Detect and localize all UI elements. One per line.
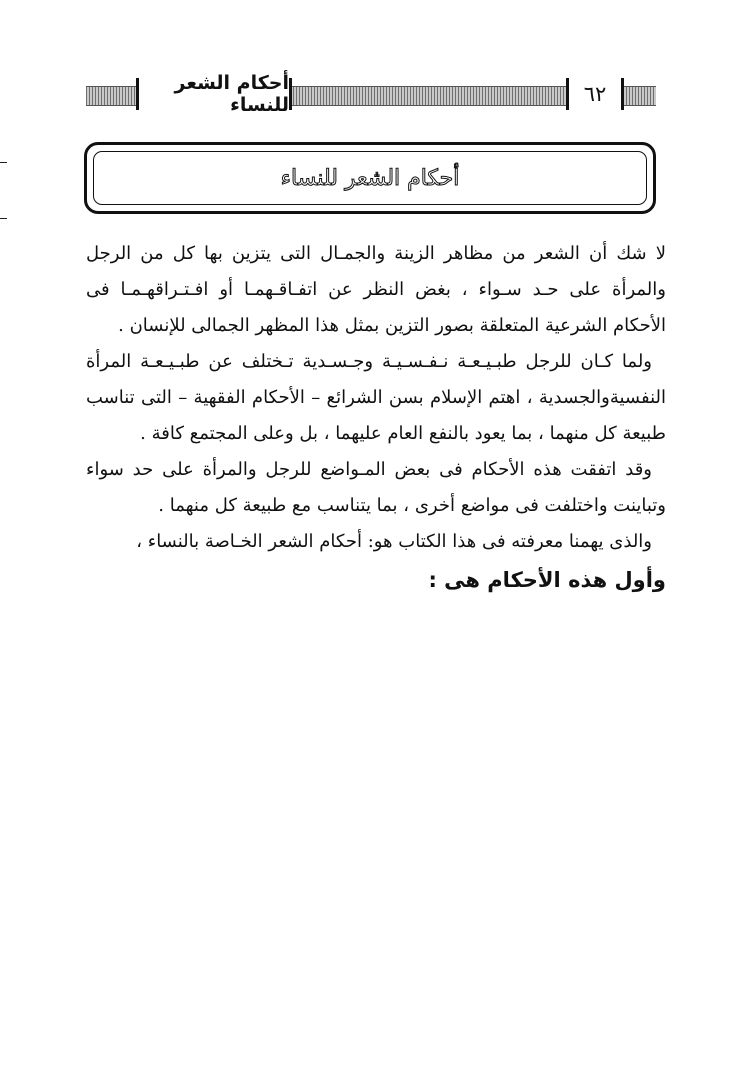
chapter-title-frame: [84, 142, 656, 214]
page-number: ٦٢: [566, 78, 624, 110]
running-header-title: أحكام الشعر للنساء: [136, 78, 292, 110]
margin-mark: [0, 162, 7, 163]
paragraph: لا شك أن الشعر من مظاهر الزينة والجمـال التى يتزين بها كل من الرجل والمرأة على حـد سـواء ، بغض النظر عن اتفـاقـهمـا أو افـتـراقهـمـا فى الأحكام الشرعية المتعلقة بصور التزين بمثل هذا المظهر الجمالى للإنسان .: [86, 243, 666, 336]
closing-line: وأول هذه الأحكام هى :: [428, 568, 666, 592]
paragraph: وقد اتفقت هذه الأحكام فى بعض المـواضع للرجل والمرأة على حد سواء وتباينت واختلفت فى مواضع أخرى ، بما يتناسب مع طبيعة كل منهما .: [86, 459, 666, 516]
paragraph: ولما كـان للرجل طبـيـعـة نـفـسـيـة وجـسـدية تـختلف عن طبـيـعـة المرأة النفسيةوالجسدية ، اهتم الإسلام بسن الشرائع – الأحكام الفقهية – التى تناسب طبيعة كل منهما ، بما يعود بالنفع العام عليهما ، بل وعلى المجتمع كافة .: [86, 351, 666, 444]
chapter-title: أحكام الشعر للنساء: [280, 165, 460, 191]
paragraph: والذى يهمنا معرفته فى هذا الكتاب هو: أحكام الشعر الخـاصة بالنساء ،: [136, 531, 652, 552]
chapter-title-inner-frame: [93, 151, 647, 205]
margin-mark: [0, 218, 7, 219]
body-text: [86, 236, 666, 598]
